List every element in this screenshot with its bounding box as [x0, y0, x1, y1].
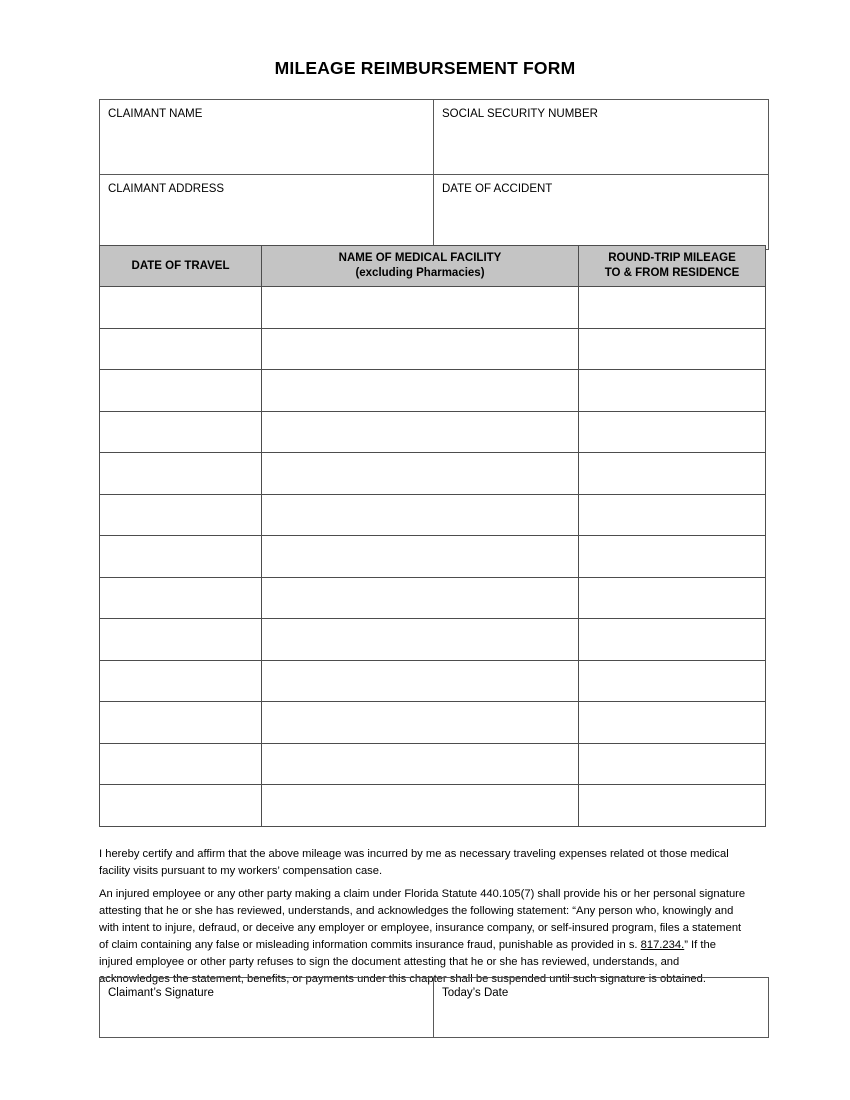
- cell-date-of-travel[interactable]: [100, 619, 262, 661]
- table-row: [100, 536, 766, 578]
- cell-date-of-travel[interactable]: [100, 536, 262, 578]
- mileage-entries-table: [99, 245, 766, 827]
- field-label: Today’s Date: [442, 987, 509, 999]
- cell-round-trip-mileage[interactable]: [579, 660, 766, 702]
- column-header-date-of-travel: [100, 246, 262, 287]
- field-label: Claimant’s Signature: [108, 987, 214, 999]
- cell-medical-facility[interactable]: [262, 328, 579, 370]
- cell-medical-facility[interactable]: [262, 411, 579, 453]
- certification-text: I hereby certify and affirm that the above mileage was incurred by me as necessary traveling expenses related ot those medical facility visits pursuant to my workers’ compensation case.: [99, 848, 729, 878]
- column-header-line1: DATE OF TRAVEL: [131, 259, 230, 272]
- cell-medical-facility[interactable]: [262, 702, 579, 744]
- fraud-statement-text-part1: An injured employee or any other party making a claim under Florida Statute 440.105(7) shall provide his or her personal signature attesting that he or she has reviewed, understands, and acknowledges the following statement: “Any person who, knowingly and with intent to injure, defraud, or deceive any employer or employee, insurance company, or self-insured program, files a statement of claim containing any false or misleading information commits insurance fraud, punishable as provided in s.: [99, 888, 746, 952]
- cell-date-of-travel[interactable]: [100, 785, 262, 827]
- field-todays-date[interactable]: [434, 978, 769, 1038]
- cell-round-trip-mileage[interactable]: [579, 743, 766, 785]
- field-claimant-signature[interactable]: [100, 978, 434, 1038]
- table-row: [100, 660, 766, 702]
- cell-round-trip-mileage[interactable]: [579, 577, 766, 619]
- column-header-line2: (excluding Pharmacies): [355, 267, 485, 279]
- cell-medical-facility[interactable]: [262, 536, 579, 578]
- mileage-table-body: [100, 287, 766, 827]
- cell-round-trip-mileage[interactable]: [579, 494, 766, 536]
- signature-table: [99, 977, 769, 1038]
- table-row: [100, 702, 766, 744]
- cell-date-of-travel[interactable]: [100, 370, 262, 412]
- cell-medical-facility[interactable]: [262, 453, 579, 495]
- table-row: [100, 494, 766, 536]
- cell-round-trip-mileage[interactable]: [579, 328, 766, 370]
- table-row: [100, 978, 769, 1038]
- table-row: [100, 100, 769, 175]
- table-row: [100, 411, 766, 453]
- field-label: CLAIMANT ADDRESS: [108, 183, 225, 195]
- cell-round-trip-mileage[interactable]: [579, 619, 766, 661]
- field-claimant-name[interactable]: [100, 100, 434, 175]
- cell-date-of-travel[interactable]: [100, 328, 262, 370]
- table-row: [100, 785, 766, 827]
- fraud-statement-text-part2: ” If the injured employee or other party refuses to sign the document attesting that he or she has reviewed, understands, and acknowledges the statement, benefits, or payments under this chapter shall be suspended until such signature is obtained.: [99, 939, 716, 986]
- cell-medical-facility[interactable]: [262, 660, 579, 702]
- field-label: SOCIAL SECURITY NUMBER: [442, 108, 598, 120]
- cell-date-of-travel[interactable]: [100, 287, 262, 329]
- cell-medical-facility[interactable]: [262, 287, 579, 329]
- cell-round-trip-mileage[interactable]: [579, 536, 766, 578]
- column-header-round-trip-mileage: [579, 246, 766, 287]
- cell-round-trip-mileage[interactable]: [579, 370, 766, 412]
- cell-date-of-travel[interactable]: [100, 577, 262, 619]
- table-row: [100, 328, 766, 370]
- table-row: [100, 175, 769, 250]
- cell-date-of-travel[interactable]: [100, 411, 262, 453]
- cell-round-trip-mileage[interactable]: [579, 287, 766, 329]
- cell-date-of-travel[interactable]: [100, 453, 262, 495]
- table-header-row: [100, 246, 766, 287]
- cell-round-trip-mileage[interactable]: [579, 702, 766, 744]
- field-claimant-address[interactable]: [100, 175, 434, 250]
- table-row: [100, 743, 766, 785]
- field-date-of-accident[interactable]: [434, 175, 769, 250]
- field-label: CLAIMANT NAME: [108, 108, 203, 120]
- column-header-line1: NAME OF MEDICAL FACILITY: [338, 252, 502, 265]
- table-row: [100, 287, 766, 329]
- cell-date-of-travel[interactable]: [100, 494, 262, 536]
- column-header-line2: TO & FROM RESIDENCE: [604, 267, 740, 279]
- column-header-line1: ROUND-TRIP MILEAGE: [608, 252, 736, 265]
- certification-paragraph-2: [99, 886, 751, 988]
- field-label: DATE OF ACCIDENT: [442, 183, 553, 195]
- claimant-info-table: [99, 99, 769, 250]
- cell-medical-facility[interactable]: [262, 743, 579, 785]
- cell-date-of-travel[interactable]: [100, 660, 262, 702]
- cell-round-trip-mileage[interactable]: [579, 411, 766, 453]
- cell-medical-facility[interactable]: [262, 785, 579, 827]
- cell-medical-facility[interactable]: [262, 494, 579, 536]
- field-social-security-number[interactable]: [434, 100, 769, 175]
- table-row: [100, 453, 766, 495]
- cell-date-of-travel[interactable]: [100, 743, 262, 785]
- table-row: [100, 577, 766, 619]
- cell-medical-facility[interactable]: [262, 619, 579, 661]
- cell-medical-facility[interactable]: [262, 577, 579, 619]
- cell-round-trip-mileage[interactable]: [579, 785, 766, 827]
- page-title: MILEAGE REIMBURSEMENT FORM: [274, 58, 576, 78]
- cell-medical-facility[interactable]: [262, 370, 579, 412]
- certification-paragraph-1: [99, 846, 751, 880]
- column-header-medical-facility: [262, 246, 579, 287]
- table-row: [100, 619, 766, 661]
- statute-reference: 817.234.: [640, 939, 685, 952]
- cell-round-trip-mileage[interactable]: [579, 453, 766, 495]
- table-row: [100, 370, 766, 412]
- cell-date-of-travel[interactable]: [100, 702, 262, 744]
